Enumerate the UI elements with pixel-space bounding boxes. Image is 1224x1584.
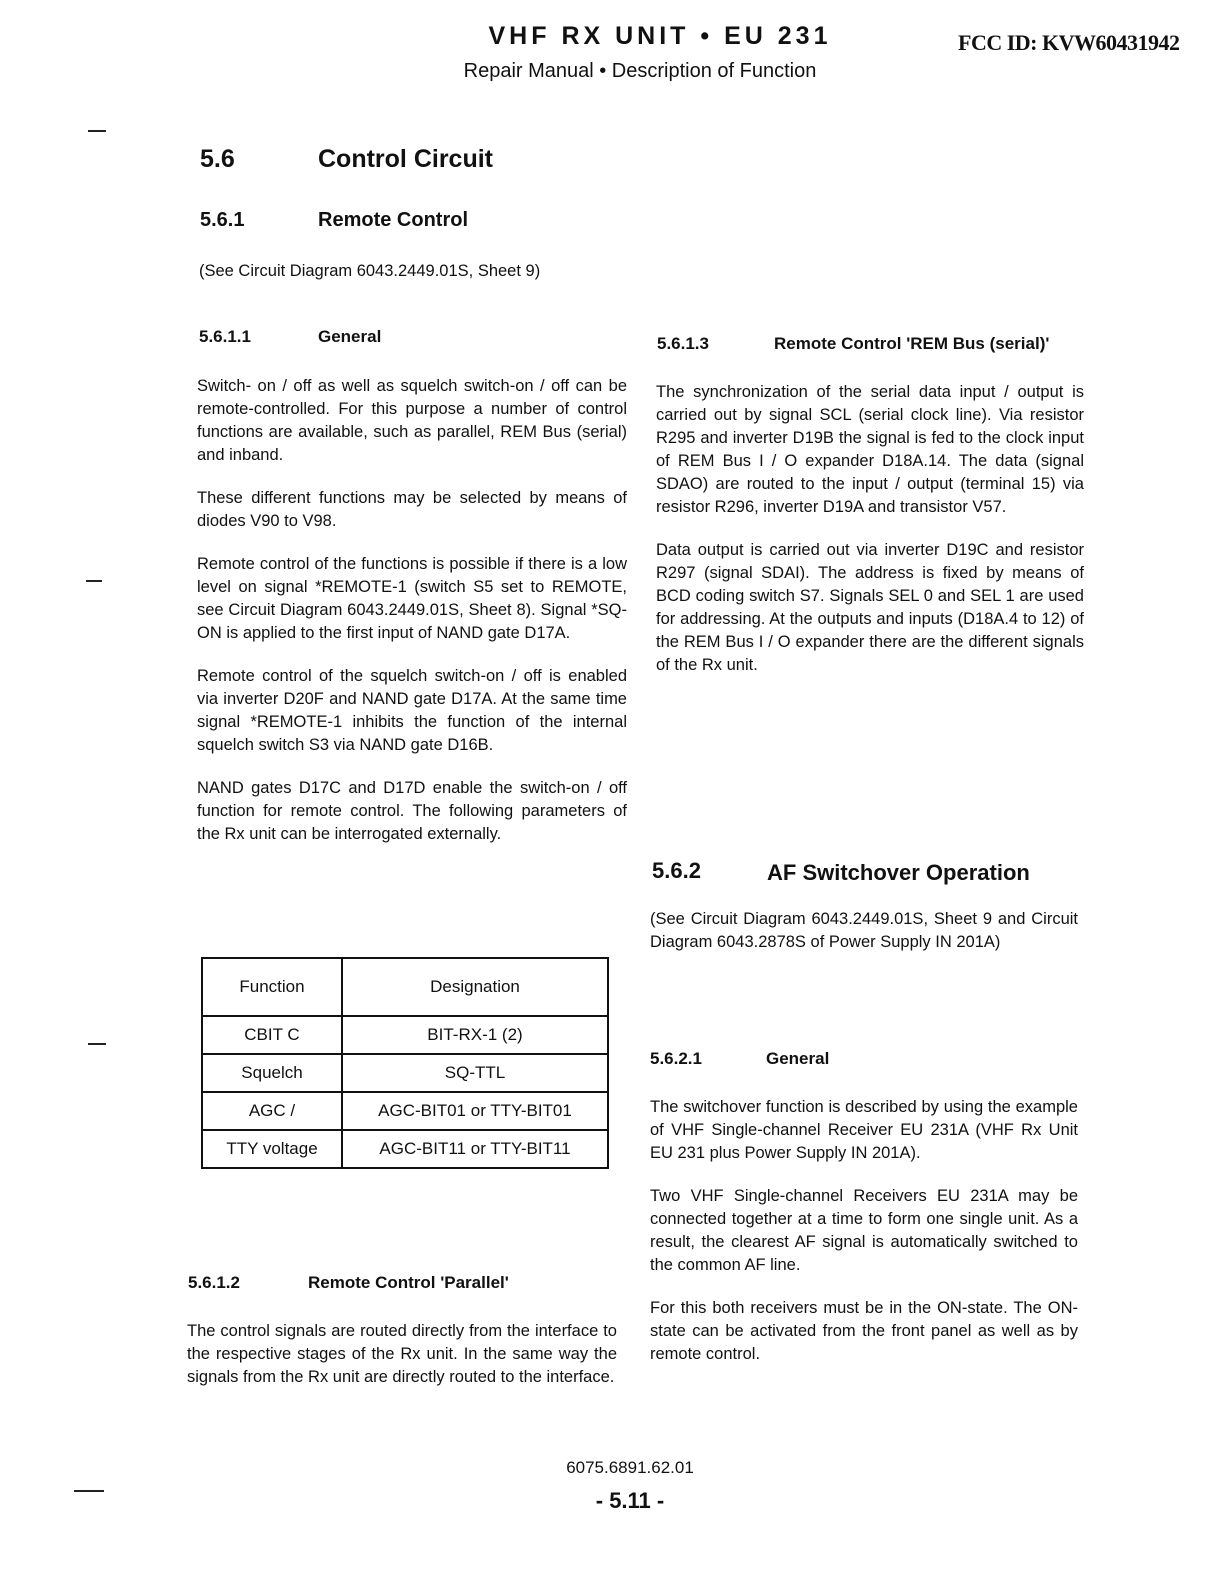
rem-bus-body <box>656 381 1084 677</box>
table-cell: AGC-BIT11 or TTY-BIT11 <box>342 1130 608 1168</box>
subsection-title: Remote Control <box>318 209 468 231</box>
subsection-reference: (See Circuit Diagram 6043.2449.01S, Sheet 9) <box>199 262 541 280</box>
heading-562-number: 5.6.2 <box>652 858 701 883</box>
heading-5612-title: Remote Control 'Parallel' <box>308 1273 509 1292</box>
parameter-table <box>201 957 609 1169</box>
column-header-designation: Designation <box>342 958 608 1016</box>
paragraph: Remote control of the squelch switch-on / off is enabled via inverter D20F and NAND gate D17A. At the same time signal *REMOTE-1 inhibits the function of the internal squelch switch S3 via NAND gate D16B. <box>197 667 627 754</box>
section-title: Control Circuit <box>318 145 493 173</box>
page-number: - 5.11 - <box>595 1488 665 1513</box>
table-cell: Squelch <box>202 1054 342 1092</box>
table-cell: AGC-BIT01 or TTY-BIT01 <box>342 1092 608 1130</box>
paragraph: Switch- on / off as well as squelch switch-on / off can be remote-controlled. For this purpose a number of control functions are available, such as parallel, REM Bus (serial) and inband. <box>197 377 627 464</box>
table-cell: TTY voltage <box>202 1130 342 1168</box>
table-row <box>202 1130 608 1168</box>
margin-mark <box>86 580 102 582</box>
paragraph: (See Circuit Diagram 6043.2449.01S, Sheet 9 and Circuit Diagram 6043.2878S of Power Supply IN 201A) <box>650 910 1078 951</box>
subsection-number: 5.6.1 <box>200 209 245 231</box>
paragraph: Remote control of the functions is possible if there is a low level on signal *REMOTE-1 (switch S5 set to REMOTE, see Circuit Diagram 6043.2449.01S, Sheet 8). Signal *SQ-ON is applied to the first input of NAND gate D17A. <box>197 555 627 642</box>
paragraph: For this both receivers must be in the ON-state. The ON-state can be activated from the front panel as well as by remote control. <box>650 1299 1078 1363</box>
general-body <box>197 375 627 846</box>
table-row <box>202 1054 608 1092</box>
paragraph: Data output is carried out via inverter D19C and resistor R297 (signal SDAI). The address is fixed by means of BCD coding switch S7. Signals SEL 0 and SEL 1 are used for addressing. At the outputs and inputs (D18A.4 to 12) of the REM Bus I / O expander there are the different signals of the Rx unit. <box>656 541 1084 674</box>
paragraph: The synchronization of the serial data input / output is carried out by signal SCL (serial clock line). Via resistor R295 and inverter D19B the signal is fed to the clock input of REM Bus I / O expander D18A.14. The data (signal SDAO) are routed to the input / output (terminal 15) via resistor R296, inverter D19A and transistor V57. <box>656 383 1084 516</box>
heading-5613-number: 5.6.1.3 <box>657 334 709 353</box>
table-cell: CBIT C <box>202 1016 342 1054</box>
heading-5611-number: 5.6.1.1 <box>199 327 251 346</box>
heading-562-title: AF Switchover Operation <box>767 860 1030 885</box>
heading-5612-number: 5.6.1.2 <box>188 1273 240 1292</box>
document-number: 6075.6891.62.01 <box>566 1458 694 1477</box>
section-number: 5.6 <box>200 145 235 173</box>
table-row <box>202 1092 608 1130</box>
paragraph: Two VHF Single-channel Receivers EU 231A may be connected together at a time to form one single unit. As a result, the clearest AF signal is automatically switched to the common AF line. <box>650 1187 1078 1274</box>
parallel-body <box>187 1320 617 1389</box>
margin-mark <box>88 1043 106 1045</box>
heading-5613-title: Remote Control 'REM Bus (serial)' <box>774 334 1050 353</box>
document-title: VHF RX UNIT • EU 231 <box>488 22 832 50</box>
table-row <box>202 1016 608 1054</box>
paragraph: NAND gates D17C and D17D enable the switch-on / off function for remote control. The following parameters of the Rx unit can be interrogated externally. <box>197 779 627 843</box>
table-cell: SQ-TTL <box>342 1054 608 1092</box>
heading-5621-title: General <box>766 1049 830 1068</box>
margin-mark <box>88 130 106 132</box>
paragraph: These different functions may be selected by means of diodes V90 to V98. <box>197 489 627 530</box>
table-cell: BIT-RX-1 (2) <box>342 1016 608 1054</box>
paragraph: The switchover function is described by using the example of VHF Single-channel Receiver EU 231A (VHF Rx Unit EU 231 plus Power Supply IN 201A). <box>650 1098 1078 1162</box>
heading-5611-title: General <box>318 327 382 346</box>
paragraph: The control signals are routed directly from the interface to the respective stages of the Rx unit. In the same way the signals from the Rx unit are directly routed to the interface. <box>187 1322 617 1386</box>
af-general-body <box>650 1096 1078 1366</box>
table-cell: AGC / <box>202 1092 342 1130</box>
heading-5621-number: 5.6.2.1 <box>650 1049 702 1068</box>
af-switchover-reference <box>650 908 1078 954</box>
column-header-function: Function <box>202 958 342 1016</box>
document-subtitle: Repair Manual • Description of Function <box>463 60 817 82</box>
table-header-row <box>202 958 608 1016</box>
fcc-id-stamp: FCC ID: KVW60431942 <box>958 30 1180 55</box>
margin-mark <box>74 1490 104 1492</box>
